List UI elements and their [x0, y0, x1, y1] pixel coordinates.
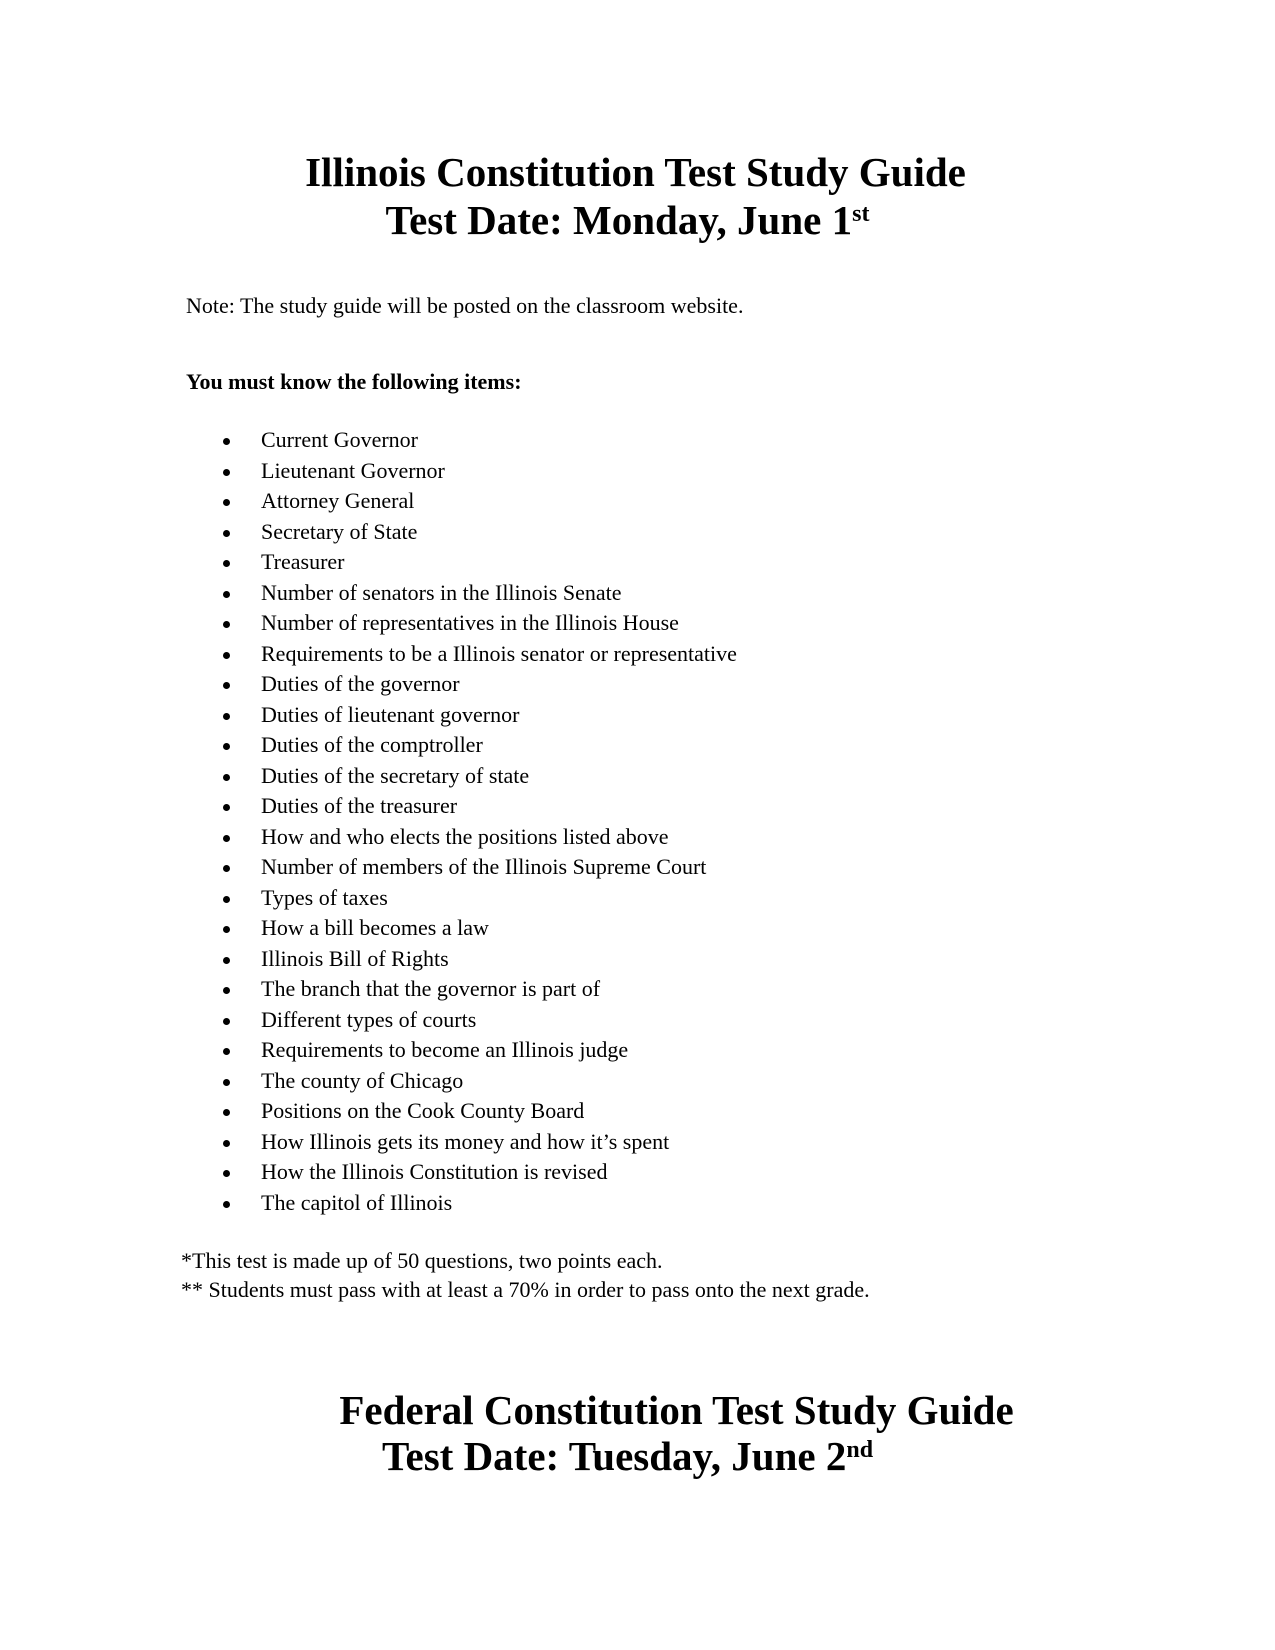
- bullet-icon: [223, 591, 230, 598]
- items-heading: You must know the following items:: [186, 369, 522, 394]
- bullet-icon: [223, 1018, 230, 1025]
- list-item-text: How the Illinois Constitution is revised: [261, 1159, 608, 1184]
- list-item-text: Duties of the treasurer: [261, 793, 458, 818]
- bullet-icon: [223, 1079, 230, 1086]
- bullet-icon: [223, 469, 230, 476]
- list-item-text: Number of senators in the Illinois Senate: [261, 579, 622, 605]
- federal-test-date-text: Test Date: Tuesday, June 2: [381, 1433, 847, 1479]
- bullet-icon: [223, 1140, 230, 1147]
- list-item-text: Requirements to be a Illinois senator or representative: [261, 640, 737, 666]
- bullet-icon: [223, 1109, 230, 1116]
- bullet-icon: [223, 1048, 230, 1055]
- list-item-text: Number of members of the Illinois Supreme Court: [261, 854, 707, 879]
- list-item-text: The county of Chicago: [261, 1067, 464, 1093]
- list-item-text: Requirements to become an Illinois judge: [261, 1037, 629, 1062]
- list-item-text: Positions on the Cook County Board: [261, 1098, 585, 1123]
- federal-test-date: [0, 1432, 1265, 1480]
- list-item-text: Duties of the secretary of state: [261, 762, 530, 788]
- bullet-icon: [223, 560, 230, 567]
- list-item-text: The branch that the governor is part of: [261, 976, 601, 1001]
- bullet-icon: [223, 835, 230, 842]
- bullet-icon: [223, 652, 230, 659]
- bullet-icon: [223, 987, 230, 994]
- illinois-guide-title: Illinois Constitution Test Study Guide: [305, 149, 966, 195]
- list-item-text: Illinois Bill of Rights: [261, 945, 449, 971]
- list-item-text: The capitol of Illinois: [261, 1189, 453, 1215]
- list-item-text: How Illinois gets its money and how it’s spent: [261, 1128, 670, 1154]
- list-item-text: Treasurer: [261, 549, 345, 574]
- illinois-test-date: [0, 196, 1265, 244]
- bullet-icon: [223, 774, 230, 781]
- list-item-text: How and who elects the positions listed above: [261, 823, 669, 849]
- list-item-text: How a bill becomes a law: [261, 915, 489, 940]
- bullet-icon: [223, 957, 230, 964]
- bullet-icon: [223, 438, 230, 445]
- list-item-text: Secretary of State: [261, 518, 418, 544]
- footnote-questions: *This test is made up of 50 questions, two points each.: [181, 1248, 663, 1273]
- bullet-icon: [223, 530, 230, 537]
- list-item-text: Duties of the comptroller: [261, 732, 483, 757]
- bullet-icon: [223, 682, 230, 689]
- list-item-text: Different types of courts: [261, 1006, 477, 1032]
- list-item-text: Number of representatives in the Illinois House: [261, 610, 679, 635]
- list-item-text: Lieutenant Governor: [261, 457, 445, 483]
- federal-guide-title: Federal Constitution Test Study Guide: [339, 1387, 1014, 1433]
- bullet-icon: [223, 1170, 230, 1177]
- bullet-icon: [223, 896, 230, 903]
- illinois-test-date-text: Test Date: Monday, June 1: [385, 197, 853, 243]
- bullet-icon: [223, 743, 230, 750]
- list-item-text: Attorney General: [261, 488, 415, 513]
- bullet-icon: [223, 926, 230, 933]
- bullet-icon: [223, 713, 230, 720]
- list-item-text: Current Governor: [261, 427, 419, 452]
- bullet-icon: [223, 1201, 230, 1208]
- federal-test-date-suffix: nd: [846, 1437, 874, 1463]
- bullet-icon: [223, 804, 230, 811]
- bullet-icon: [223, 621, 230, 628]
- footnote-passing: ** Students must pass with at least a 70% in order to pass onto the next grade.: [181, 1277, 870, 1302]
- study-guide-note: Note: The study guide will be posted on the classroom website.: [186, 293, 744, 318]
- list-item-text: Types of taxes: [261, 884, 388, 910]
- list-item-text: Duties of lieutenant governor: [261, 701, 520, 727]
- bullet-icon: [223, 865, 230, 872]
- list-item-text: Duties of the governor: [261, 671, 460, 696]
- bullet-icon: [223, 499, 230, 506]
- illinois-test-date-suffix: st: [852, 201, 870, 227]
